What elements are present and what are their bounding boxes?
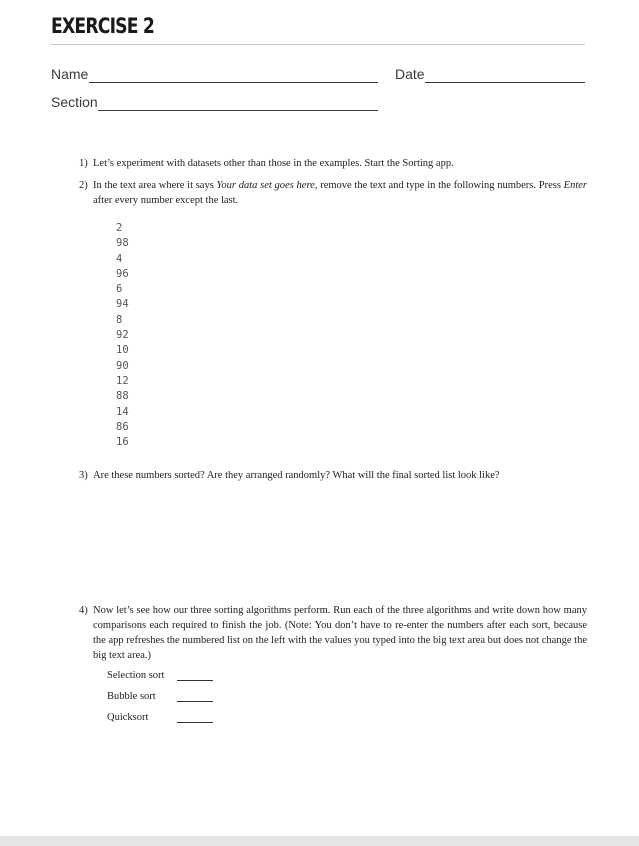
bubble-sort-answer-field[interactable] [177,701,213,702]
name-label: Name [51,66,89,82]
dataset-value: 12 [116,374,129,387]
dataset-value: 6 [116,283,123,296]
dataset-value: 98 [116,237,129,250]
question-number: 2) [79,180,88,191]
italic-enter-key: Enter [563,180,587,191]
dataset-value: 10 [116,344,129,357]
question-text: Are these numbers sorted? Are they arranged randomly? What will the final sorted list look like? [93,470,500,481]
dataset-value: 14 [116,405,129,418]
bubble-sort-label: Bubble sort [107,691,156,702]
question-number: 3) [79,470,88,481]
page-bottom-margin [0,836,639,846]
question-number: 4) [79,605,88,616]
dataset-value: 90 [116,359,129,372]
selection-sort-label: Selection sort [107,670,165,681]
name-field[interactable] [89,82,378,83]
question-text: Now let’s see how our three sorting algorithms perform. Run each of the three algorithms and write down how many comparisons each required to finish the job. (Note: You don’t have to re-enter the numbers after each sort, because the app refreshes the numbered list on the left with the values you typed into the big text area but does not change the big text area.) [93,605,587,661]
question-2 [79,178,587,208]
title-divider [51,44,585,45]
date-field[interactable] [425,82,585,83]
question-1 [79,156,587,171]
question-3 [79,468,587,483]
question-text: Let’s experiment with datasets other than those in the examples. Start the Sorting app. [93,158,454,169]
dataset-value: 92 [116,329,129,342]
dataset-value: 96 [116,267,129,280]
dataset-value: 94 [116,298,129,311]
dataset-value: 16 [116,436,129,449]
question-text: In the text area where it says Your data set goes here, remove the text and type in the following numbers. Press Enter after every number except the last. [93,180,587,206]
dataset-value: 88 [116,390,129,403]
question-number: 1) [79,158,88,169]
selection-sort-answer-field[interactable] [177,680,213,681]
quicksort-label: Quicksort [107,712,149,723]
question-4 [79,603,587,663]
page-title: EXERCISE 2 [51,14,155,38]
quicksort-answer-field[interactable] [177,722,213,723]
dataset-list [116,221,129,450]
dataset-value: 86 [116,420,129,433]
section-field[interactable] [98,110,378,111]
dataset-value: 2 [116,222,123,234]
dataset-value: 8 [116,313,123,326]
date-label: Date [395,66,425,82]
italic-placeholder-text: Your data set goes here [216,180,315,191]
section-label: Section [51,94,98,110]
dataset-value: 4 [116,252,123,265]
